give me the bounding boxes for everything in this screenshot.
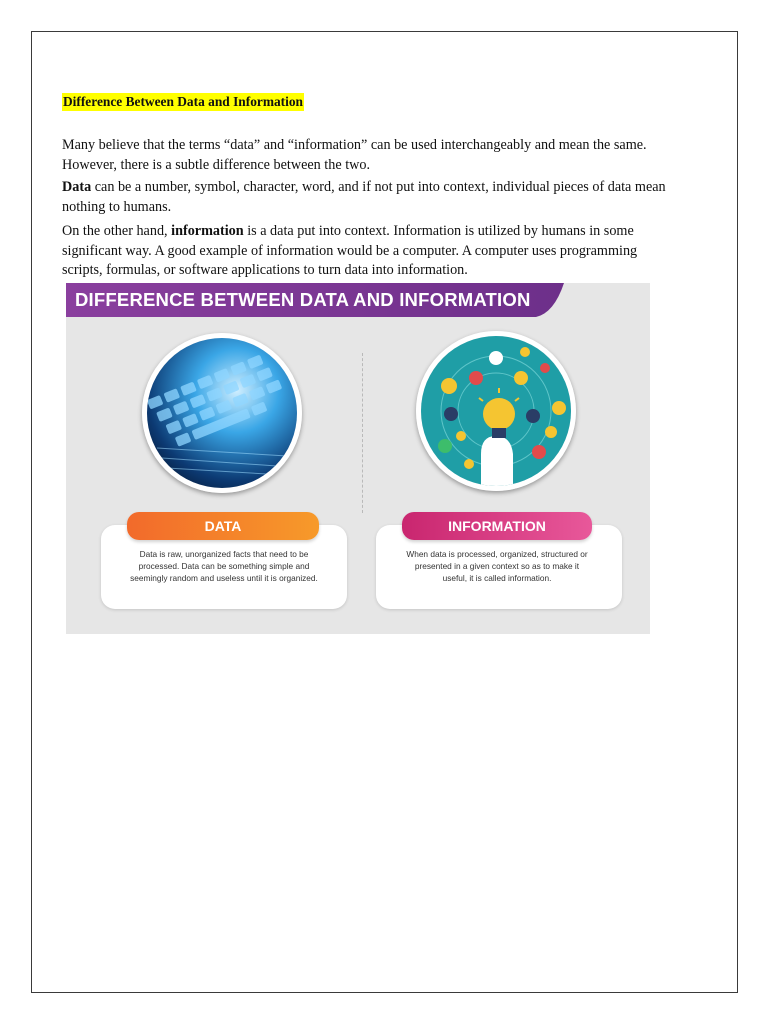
infographic-title: DIFFERENCE BETWEEN DATA AND INFORMATION [75,289,531,310]
data-vs-information-infographic [66,283,650,634]
information-term: information [171,223,244,239]
information-label-pill: INFORMATION [402,512,592,540]
document-heading: Difference Between Data and Information [63,94,303,109]
data-description: Data is raw, unorganized facts that need to be processed. Data can be something simple and seemingly random and useless until it is organized. [130,549,318,584]
data-definition-text: can be a number, symbol, character, word, and if not put into context, individual pieces of data mean nothing to humans. [62,179,666,215]
information-lead-text: On the other hand, [62,223,172,239]
keyboard-icon [142,333,302,493]
data-label-pill: DATA [127,512,319,540]
data-definition-paragraph [62,178,676,217]
center-divider [362,353,363,513]
data-term: Data [62,179,92,195]
information-definition-paragraph [62,222,676,281]
intro-paragraph: Many believe that the terms “data” and “information” can be used interchangeably and mean the same. However, there is a subtle difference between the two. [62,137,647,173]
information-definition-text: is a data put into context. Information is utilized by humans in some significant way. A good example of information would be a computer. A computer uses programming scripts, formulas, or software applications to turn data into information. [62,223,638,278]
information-description: When data is processed, organized, structured or presented in a given context so as to make it useful, it is called information. [406,549,588,584]
lightbulb-head-icon [416,331,576,491]
